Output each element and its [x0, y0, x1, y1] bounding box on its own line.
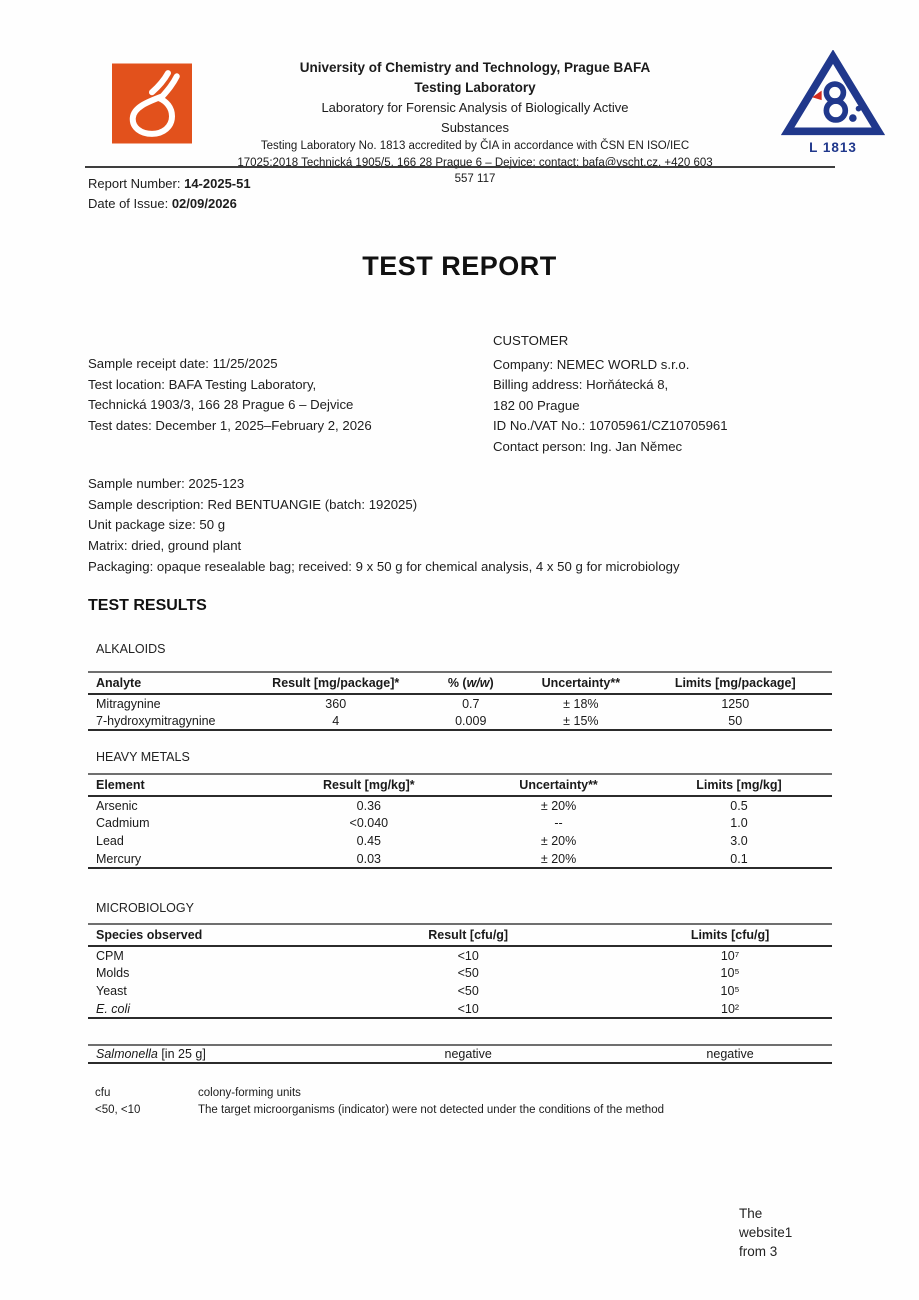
table-cell: 360	[325, 696, 347, 711]
lab-description-line2: Substances	[441, 120, 509, 135]
table-row	[88, 712, 832, 730]
uct-flask-icon	[112, 62, 192, 145]
table-cell: Yeast	[96, 984, 127, 998]
table-cell: 1250	[721, 696, 750, 711]
customer-line: Company: NEMEC WORLD s.r.o.	[493, 356, 690, 372]
info-line: Test location: BAFA Testing Laboratory,	[88, 376, 317, 392]
table-header-cell: Result [mg/package]*	[272, 676, 400, 690]
table-cell: Arsenic	[96, 798, 138, 813]
header-divider	[85, 166, 835, 168]
table-cell: E. coli	[96, 1001, 131, 1016]
table-cell: 0.1	[730, 851, 748, 866]
footnote	[95, 1085, 664, 1102]
table-header-row	[88, 672, 832, 694]
salmonella-suffix: [in 25 g]	[157, 1047, 206, 1061]
table-cell: 7-hydroxymitragynine	[96, 713, 216, 728]
report-number	[88, 174, 251, 194]
customer-line: 182 00 Prague	[493, 397, 580, 413]
table-header-cell: Analyte	[96, 676, 142, 690]
header-center	[185, 58, 765, 188]
table-cell: <50	[457, 984, 479, 998]
table-cell: 10²	[721, 1001, 740, 1016]
table-row	[88, 796, 832, 814]
heavy-metals-table	[88, 773, 832, 869]
table-cell: 4	[332, 713, 340, 728]
table-cell: CPM	[96, 948, 124, 963]
footer-line: from 3	[739, 1244, 778, 1259]
report-number-value: 14-2025-51	[184, 176, 251, 191]
cia-accreditation-logo	[778, 50, 888, 155]
table-cell: Lead	[96, 834, 124, 848]
table-header-cell: Limits [mg/kg]	[696, 778, 782, 792]
footer-line: website1	[739, 1225, 793, 1240]
cia-mark-label: L 1813	[809, 140, 857, 155]
table-cell: 10⁷	[720, 948, 740, 963]
info-line: Technická 1903/3, 166 28 Prague 6 – Dejvice	[88, 397, 354, 412]
table-row	[88, 832, 832, 850]
sample-line: Unit package size: 50 g	[88, 517, 226, 533]
table-cell: ± 20%	[540, 798, 577, 813]
info-line: Sample receipt date: 11/25/2025	[88, 356, 278, 371]
sample-details-block	[88, 474, 680, 578]
footnotes	[95, 1085, 664, 1118]
table-header-cell: Species observed	[96, 928, 203, 942]
table-cell: 0.009	[455, 713, 487, 728]
sample-line: Matrix: dried, ground plant	[88, 538, 242, 554]
customer-heading: CUSTOMER	[493, 333, 569, 348]
table-header-cell: Limits [cfu/g]	[690, 928, 770, 942]
customer-block	[493, 331, 728, 457]
salmonella-table	[88, 1044, 832, 1064]
table-row	[88, 814, 832, 832]
table-cell: 0.5	[730, 798, 748, 813]
testing-laboratory-title: Testing Laboratory	[414, 80, 536, 95]
table-cell: 0.7	[462, 696, 480, 711]
table-header-cell: Uncertainty**	[519, 778, 598, 792]
table-header-row	[88, 924, 832, 946]
footer-line: The	[739, 1206, 763, 1221]
table-cell: Molds	[96, 966, 130, 980]
university-name: University of Chemistry and Technology, Prague BAFA	[299, 60, 651, 75]
table-row	[88, 982, 832, 1000]
page-footer	[739, 1204, 839, 1261]
date-of-issue	[88, 194, 251, 214]
footnote-term: <50, <10	[95, 1103, 141, 1116]
table-row	[88, 964, 832, 982]
date-of-issue-value: 02/09/2026	[171, 195, 237, 211]
footnote	[95, 1102, 664, 1119]
table-header-cell: Limits [mg/package]	[674, 676, 796, 690]
accreditation-line1: Testing Laboratory No. 1813 accredited by ČIA in accordance with ČSN EN ISO/IEC	[260, 140, 690, 152]
uct-logo	[112, 62, 192, 145]
sample-line: Sample description: Red BENTUANGIE (batch: 192025)	[88, 496, 418, 512]
table-cell: negative	[706, 1047, 754, 1061]
info-line: Test dates: December 1, 2025–February 2, 2026	[88, 417, 372, 433]
test-info-block	[88, 354, 372, 436]
table-cell: 10⁵	[720, 966, 740, 980]
table-cell: 3.0	[730, 834, 748, 848]
report-number-label: Report Number:	[88, 176, 185, 191]
heavy-metals-section-label: HEAVY METALS	[96, 750, 190, 764]
footnote-definition: The target microorganisms (indicator) were not detected under the conditions of the method	[198, 1103, 664, 1116]
table-header-cell: Uncertainty**	[541, 676, 621, 690]
table-cell: 0.45	[356, 834, 382, 848]
date-of-issue-label: Date of Issue:	[88, 195, 172, 211]
table-cell: Mitragynine	[96, 696, 161, 711]
table-cell: <10	[457, 1001, 479, 1016]
table-cell: Mercury	[96, 851, 142, 866]
table-cell: Cadmium	[96, 816, 150, 830]
accreditation-line3: 557 117	[454, 173, 496, 185]
table-cell: ± 18%	[563, 696, 599, 711]
test-results-heading: TEST RESULTS	[88, 597, 207, 614]
table-header-cell: Result [mg/kg]*	[323, 778, 415, 792]
microbiology-section-label: MICROBIOLOGY	[96, 901, 194, 915]
salmonella-name: Salmonella	[96, 1047, 158, 1061]
table-cell: ± 20%	[540, 851, 577, 866]
table-row	[88, 1045, 832, 1063]
table-cell: 1.0	[730, 816, 748, 830]
table-cell: <0.040	[349, 816, 389, 830]
customer-line: Billing address: Horňátecká 8,	[493, 377, 669, 392]
table-cell: negative	[444, 1047, 492, 1061]
table-row	[88, 850, 832, 868]
table-cell: <10	[457, 948, 479, 963]
footnote-definition: colony-forming units	[198, 1087, 301, 1099]
accreditation-line2: 17025:2018 Technická 1905/5, 166 28 Prague 6 – Dejvice; contact: bafa@vscht.cz, +420 603	[237, 156, 713, 169]
table-cell: --	[554, 816, 563, 830]
table-cell: ± 15%	[563, 713, 599, 728]
table-header-cell: % (w/w)	[447, 676, 494, 690]
table-row	[88, 694, 832, 712]
footnote-term: cfu	[95, 1087, 111, 1099]
lab-description-line1: Laboratory for Forensic Analysis of Biologically Active	[321, 100, 629, 115]
table-row	[88, 1000, 832, 1018]
table-header-cell: Result [cfu/g]	[428, 928, 509, 942]
salmonella-species-cell	[88, 1045, 308, 1063]
cia-triangle-icon	[781, 50, 885, 137]
customer-line: ID No./VAT No.: 10705961/CZ10705961	[493, 418, 728, 433]
table-cell: 0.03	[356, 851, 382, 866]
table-cell: 10⁵	[720, 984, 740, 998]
table-header-cell: Element	[96, 778, 145, 792]
table-cell: 50	[728, 713, 743, 728]
table-row	[88, 946, 832, 964]
report-meta	[88, 174, 251, 213]
table-cell: ± 20%	[540, 834, 577, 848]
alkaloids-section-label: ALKALOIDS	[96, 642, 166, 656]
report-title: TEST REPORT	[362, 251, 557, 281]
table-cell: <50	[457, 966, 479, 980]
sample-line: Packaging: opaque resealable bag; received: 9 x 50 g for chemical analysis, 4 x 50 g for microbiology	[88, 558, 680, 574]
microbiology-table	[88, 923, 832, 1019]
customer-line: Contact person: Ing. Jan Němec	[493, 438, 683, 454]
alkaloids-table	[88, 671, 832, 731]
sample-line: Sample number: 2025-123	[88, 476, 245, 491]
table-cell: 0.36	[356, 798, 382, 813]
table-header-row	[88, 774, 832, 796]
